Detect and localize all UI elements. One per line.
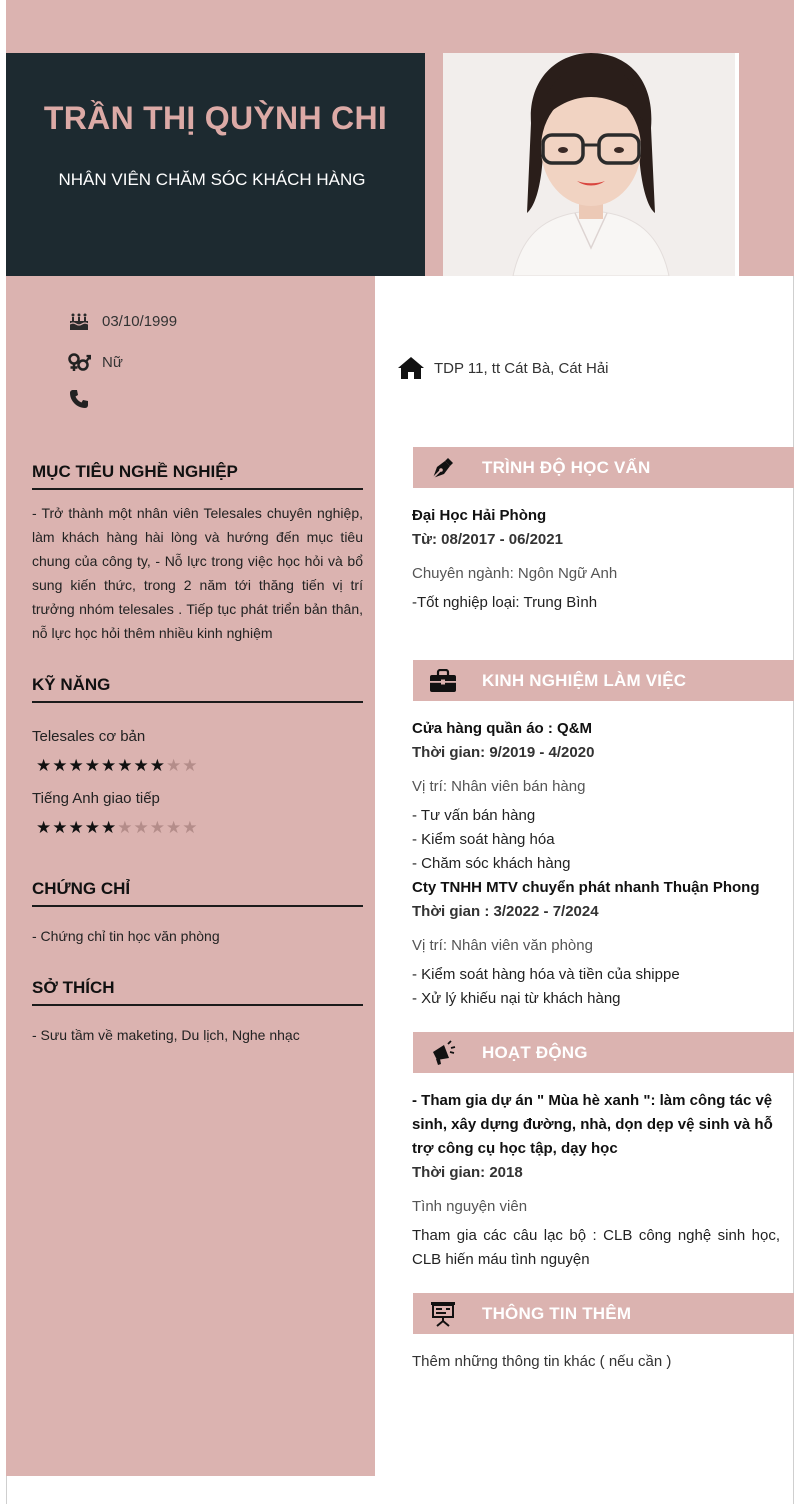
home-icon — [396, 355, 426, 381]
phone-row — [66, 388, 102, 410]
phone-icon — [66, 388, 92, 410]
education-title: TRÌNH ĐỘ HỌC VẤN — [482, 457, 651, 477]
skill-name: Tiếng Anh giao tiếp — [32, 790, 160, 807]
skill-rating — [36, 819, 198, 836]
school-name: Đại Học Hải Phòng — [412, 507, 547, 524]
skill-name: Telesales cơ bản — [32, 728, 146, 745]
birthday-cake-icon — [66, 310, 92, 332]
experience-title: KINH NGHIỆM LÀM VIỆC — [482, 670, 687, 690]
star-filled-icon: ★ — [36, 818, 52, 837]
certificates-text: - Chứng chỉ tin học văn phòng — [32, 928, 220, 944]
certificates-title: CHỨNG CHỈ — [32, 879, 363, 907]
gender-row — [66, 351, 123, 373]
star-empty-icon: ★ — [166, 818, 182, 837]
activity-role: Tình nguyện viên — [412, 1198, 528, 1215]
job-period: Thời gian : 3/2022 - 7/2024 — [412, 903, 599, 920]
address-row — [396, 355, 609, 381]
objective-title: MỤC TIÊU NGHỀ NGHIỆP — [32, 462, 363, 490]
job-duty: - Tư vấn bán hàng — [412, 807, 536, 824]
star-filled-icon: ★ — [84, 818, 100, 837]
star-empty-icon: ★ — [182, 756, 198, 775]
star-filled-icon: ★ — [68, 818, 84, 837]
gender-icon — [66, 351, 92, 373]
candidate-name: TRẦN THỊ QUỲNH CHI — [43, 100, 388, 136]
star-filled-icon: ★ — [101, 818, 117, 837]
star-filled-icon: ★ — [117, 756, 133, 775]
gender-value: Nữ — [102, 353, 123, 371]
star-empty-icon: ★ — [133, 818, 149, 837]
star-filled-icon: ★ — [52, 818, 68, 837]
birthday-row — [66, 310, 177, 332]
education-period: Từ: 08/2017 - 06/2021 — [412, 531, 563, 548]
star-filled-icon: ★ — [101, 756, 117, 775]
education-major: Chuyên ngành: Ngôn Ngữ Anh — [412, 565, 618, 582]
address-value: TDP 11, tt Cát Bà, Cát Hải — [434, 359, 609, 377]
star-empty-icon: ★ — [117, 818, 133, 837]
job-duty: - Chăm sóc khách hàng — [412, 855, 571, 872]
star-filled-icon: ★ — [84, 756, 100, 775]
left-column — [6, 276, 375, 1476]
star-empty-icon: ★ — [166, 756, 182, 775]
extra-title: THÔNG TIN THÊM — [482, 1303, 632, 1323]
education-grade: -Tốt nghiệp loại: Trung Bình — [412, 594, 598, 611]
star-empty-icon: ★ — [182, 818, 198, 837]
job-company: Cty TNHH MTV chuyển phát nhanh Thuận Phong — [412, 879, 760, 896]
star-filled-icon: ★ — [36, 756, 52, 775]
star-empty-icon: ★ — [149, 818, 165, 837]
job-position: Vị trí: Nhân viên văn phòng — [412, 937, 593, 954]
briefcase-icon — [413, 660, 473, 701]
skill-rating — [36, 757, 198, 774]
activity-period: Thời gian: 2018 — [412, 1164, 523, 1181]
hobbies-title: SỞ THÍCH — [32, 978, 363, 1006]
hobbies-text: - Sưu tầm về maketing, Du lịch, Nghe nhạc — [32, 1027, 300, 1043]
job-duty: - Kiểm soát hàng hóa và tiền của shippe — [412, 966, 680, 983]
job-duty: - Xử lý khiếu nại từ khách hàng — [412, 990, 621, 1007]
pen-nib-icon — [413, 447, 473, 488]
activities-header — [413, 1032, 794, 1073]
star-filled-icon: ★ — [133, 756, 149, 775]
job-title: NHÂN VIÊN CHĂM SÓC KHÁCH HÀNG — [58, 170, 366, 189]
profile-photo — [443, 53, 739, 276]
presentation-board-icon — [413, 1293, 473, 1334]
name-panel — [6, 53, 425, 276]
extra-header — [413, 1293, 794, 1334]
activity-project: - Tham gia dự án " Mùa hè xanh ": làm công tác vệ sinh, xây dựng đường, nhà, dọn dẹp vệ sinh và hỗ trợ công cụ học tập, dạy học — [412, 1092, 773, 1157]
star-filled-icon: ★ — [149, 756, 165, 775]
activities-title: HOẠT ĐỘNG — [482, 1042, 588, 1062]
skills-title: KỸ NĂNG — [32, 675, 363, 703]
star-filled-icon: ★ — [52, 756, 68, 775]
job-position: Vị trí: Nhân viên bán hàng — [412, 778, 586, 795]
birthday-value: 03/10/1999 — [102, 312, 178, 330]
experience-header — [413, 660, 794, 701]
star-filled-icon: ★ — [68, 756, 84, 775]
education-header — [413, 447, 794, 488]
job-period: Thời gian: 9/2019 - 4/2020 — [412, 744, 595, 761]
extra-text: Thêm những thông tin khác ( nếu cần ) — [412, 1353, 672, 1370]
activity-clubs: Tham gia các câu lạc bộ : CLB công nghệ sinh học, CLB hiến máu tình nguyện — [412, 1227, 780, 1268]
job-duty: - Kiểm soát hàng hóa — [412, 831, 555, 848]
megaphone-icon — [413, 1032, 473, 1073]
objective-text: - Trở thành một nhân viên Telesales chuyên nghiệp, làm khách hàng hài lòng và hướng đến mục tiêu chung của công ty, - Nỗ lực trong việc học hỏi và bổ sung kiến thức, trong 2 năm tới thăng tiến vị trí trưởng nhóm telesales . Tiếp tục phát triển bản thân, nỗ lực học hỏi thêm nhiều kinh nghiệm — [32, 505, 363, 641]
job-company: Cửa hàng quần áo : Q&M — [412, 720, 593, 737]
